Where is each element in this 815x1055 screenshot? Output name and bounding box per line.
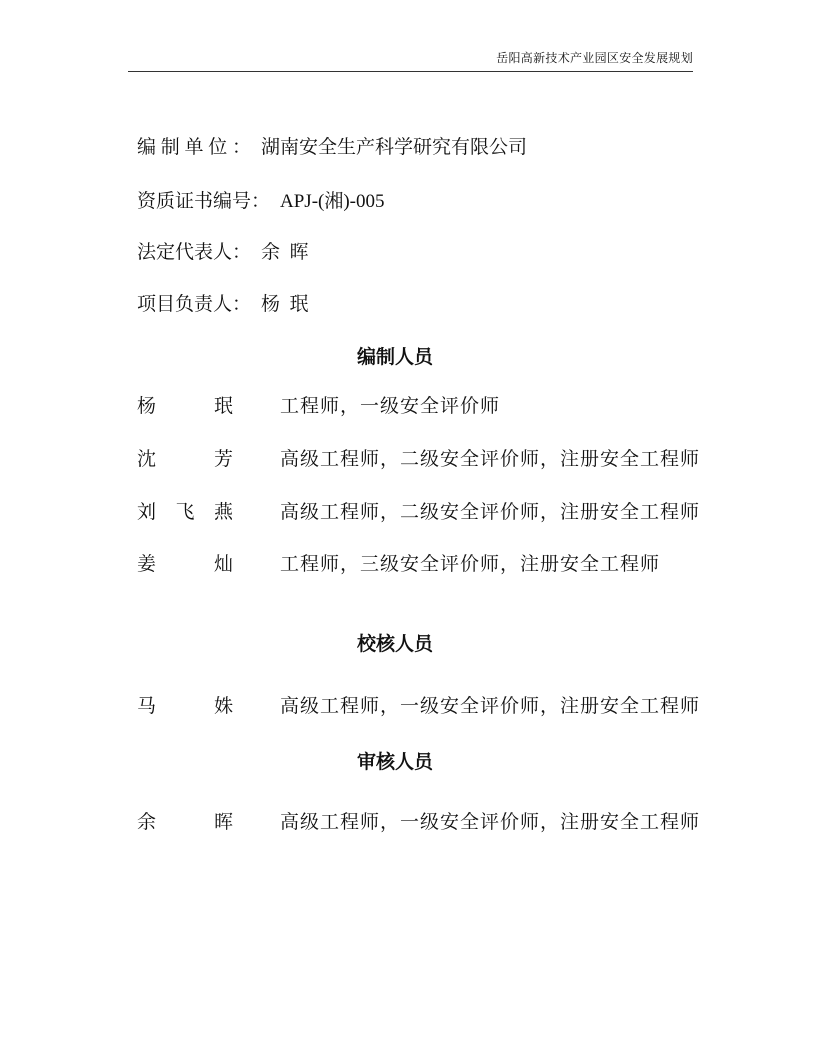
info-label: 编 制 单 位 ： [137, 137, 252, 158]
roster-name [137, 813, 233, 832]
name-char: 姝 [213, 696, 233, 717]
info-label: 法定代表人： [137, 242, 252, 263]
section-heading: 编制人员 [356, 347, 433, 368]
name-char: 沈 [137, 449, 157, 470]
roster-title: 高级工程师，二级安全评价师，注册安全工程师 [280, 502, 701, 523]
name-char: 姜 [137, 554, 157, 575]
name-char: 刘 [137, 502, 157, 523]
info-line [137, 243, 700, 262]
roster-name [137, 697, 233, 716]
info-value: 湖南安全生产科学研究有限公司 [261, 137, 528, 158]
roster-row [137, 813, 700, 832]
info-line [137, 192, 700, 211]
roster-title: 工程师，一级安全评价师 [280, 396, 501, 417]
roster-row [137, 397, 700, 416]
name-char: 飞 [175, 502, 195, 523]
running-header-title: 岳阳高新技术产业园区安全发展规划 [496, 51, 693, 65]
roster-row [137, 450, 700, 469]
info-value: 杨 珉 [261, 294, 309, 315]
section-heading: 审核人员 [356, 752, 433, 773]
name-char: 马 [137, 696, 157, 717]
document-body [137, 138, 700, 832]
name-char: 珉 [213, 396, 233, 417]
info-line [137, 295, 700, 314]
info-value: 余 晖 [261, 242, 309, 263]
name-char: 杨 [137, 396, 157, 417]
roster-row [137, 503, 700, 522]
roster-row [137, 555, 700, 574]
info-value: APJ-(湘)-005 [280, 191, 385, 212]
roster-title: 工程师，三级安全评价师，注册安全工程师 [280, 554, 661, 575]
name-char: 余 [137, 812, 157, 833]
roster-title: 高级工程师，二级安全评价师，注册安全工程师 [280, 449, 701, 470]
roster-title: 高级工程师，一级安全评价师，注册安全工程师 [280, 696, 701, 717]
name-char: 芳 [213, 449, 233, 470]
roster-name [137, 503, 233, 522]
name-char: 灿 [213, 554, 233, 575]
roster-name [137, 555, 233, 574]
roster-name [137, 397, 233, 416]
roster-row [137, 697, 700, 716]
page-header [128, 50, 693, 72]
name-char: 燕 [213, 502, 233, 523]
info-label: 资质证书编号： [137, 191, 271, 212]
info-line [137, 138, 700, 157]
name-char: 晖 [213, 812, 233, 833]
roster-name [137, 450, 233, 469]
info-label: 项目负责人： [137, 294, 252, 315]
roster-title: 高级工程师，一级安全评价师，注册安全工程师 [280, 812, 701, 833]
section-heading: 校核人员 [356, 634, 433, 655]
